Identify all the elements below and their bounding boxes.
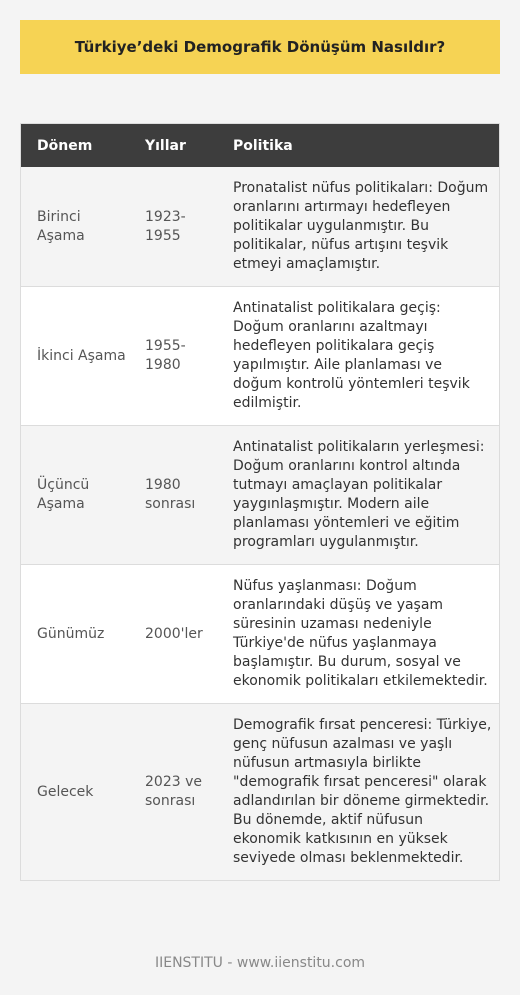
cell-policy: Antinatalist politikaların yerleşmesi: Doğum oranlarını kontrol altında tutmayı amaçlayan politikalar yaygınlaşmıştır. Modern aile planlaması yöntemleri ve eğitim programları uygulanmıştır. — [233, 439, 485, 550]
cell-period: Günümüz — [37, 625, 105, 642]
table-header — [21, 124, 499, 167]
header-policy: Politika — [233, 137, 293, 154]
cell-period: İkinci Aşama — [37, 347, 126, 364]
cell-period: Birinci Aşama — [37, 208, 85, 244]
demographic-table — [20, 123, 500, 881]
cell-period: Üçüncü Aşama — [37, 477, 90, 512]
table-row — [21, 167, 499, 287]
cell-policy: Antinatalist politikalara geçiş: Doğum oranlarını azaltmayı hedefleyen politikalara geçiş yapılmıştır. Aile planlaması ve doğum kontrolü yöntemleri teşvik edilmiştir. — [233, 300, 470, 411]
cell-years: 1980 sonrası — [145, 477, 196, 512]
cell-years: 1923-1955 — [145, 208, 186, 244]
cell-years: 1955-1980 — [145, 338, 186, 373]
table-row — [21, 426, 499, 565]
table-row — [21, 565, 499, 704]
table-row — [21, 287, 499, 426]
cell-years: 2023 ve sonrası — [145, 774, 202, 809]
cell-policy: Pronatalist nüfus politikaları: Doğum oranlarını artırmayı hedefleyen politikalar uygulanmıştır. Bu politikalar, nüfus artışını teşvik etmeyi amaçlamıştır. — [233, 180, 489, 272]
cell-period: Gelecek — [37, 783, 94, 800]
cell-years: 2000'ler — [145, 625, 203, 642]
cell-policy: Demografik fırsat penceresi: Türkiye, genç nüfusun azalması ve yaşlı nüfusun artmasıyla birlikte "demografik fırsat penceresi" olarak adlandırılan bir döneme girmektedir. Bu dönemde, aktif nüfusun ekonomik katkısının en yüksek seviyede olması beklenmektedir. — [233, 717, 492, 866]
header-period: Dönem — [37, 137, 93, 154]
page-title: Türkiye’deki Demografik Dönüşüm Nasıldır? — [74, 38, 446, 56]
header-years: Yıllar — [145, 137, 186, 154]
title-banner — [20, 20, 500, 74]
cell-policy: Nüfus yaşlanması: Doğum oranlarındaki düşüş ve yaşam süresinin uzaması nedeniyle Türkiye'de nüfus yaşlanmaya başlamıştır. Bu durum, sosyal ve ekonomik politikaları etkilemektedir. — [233, 578, 488, 689]
footer-credit: IIENSTITU - www.iienstitu.com — [154, 955, 366, 971]
table-row — [21, 704, 499, 881]
